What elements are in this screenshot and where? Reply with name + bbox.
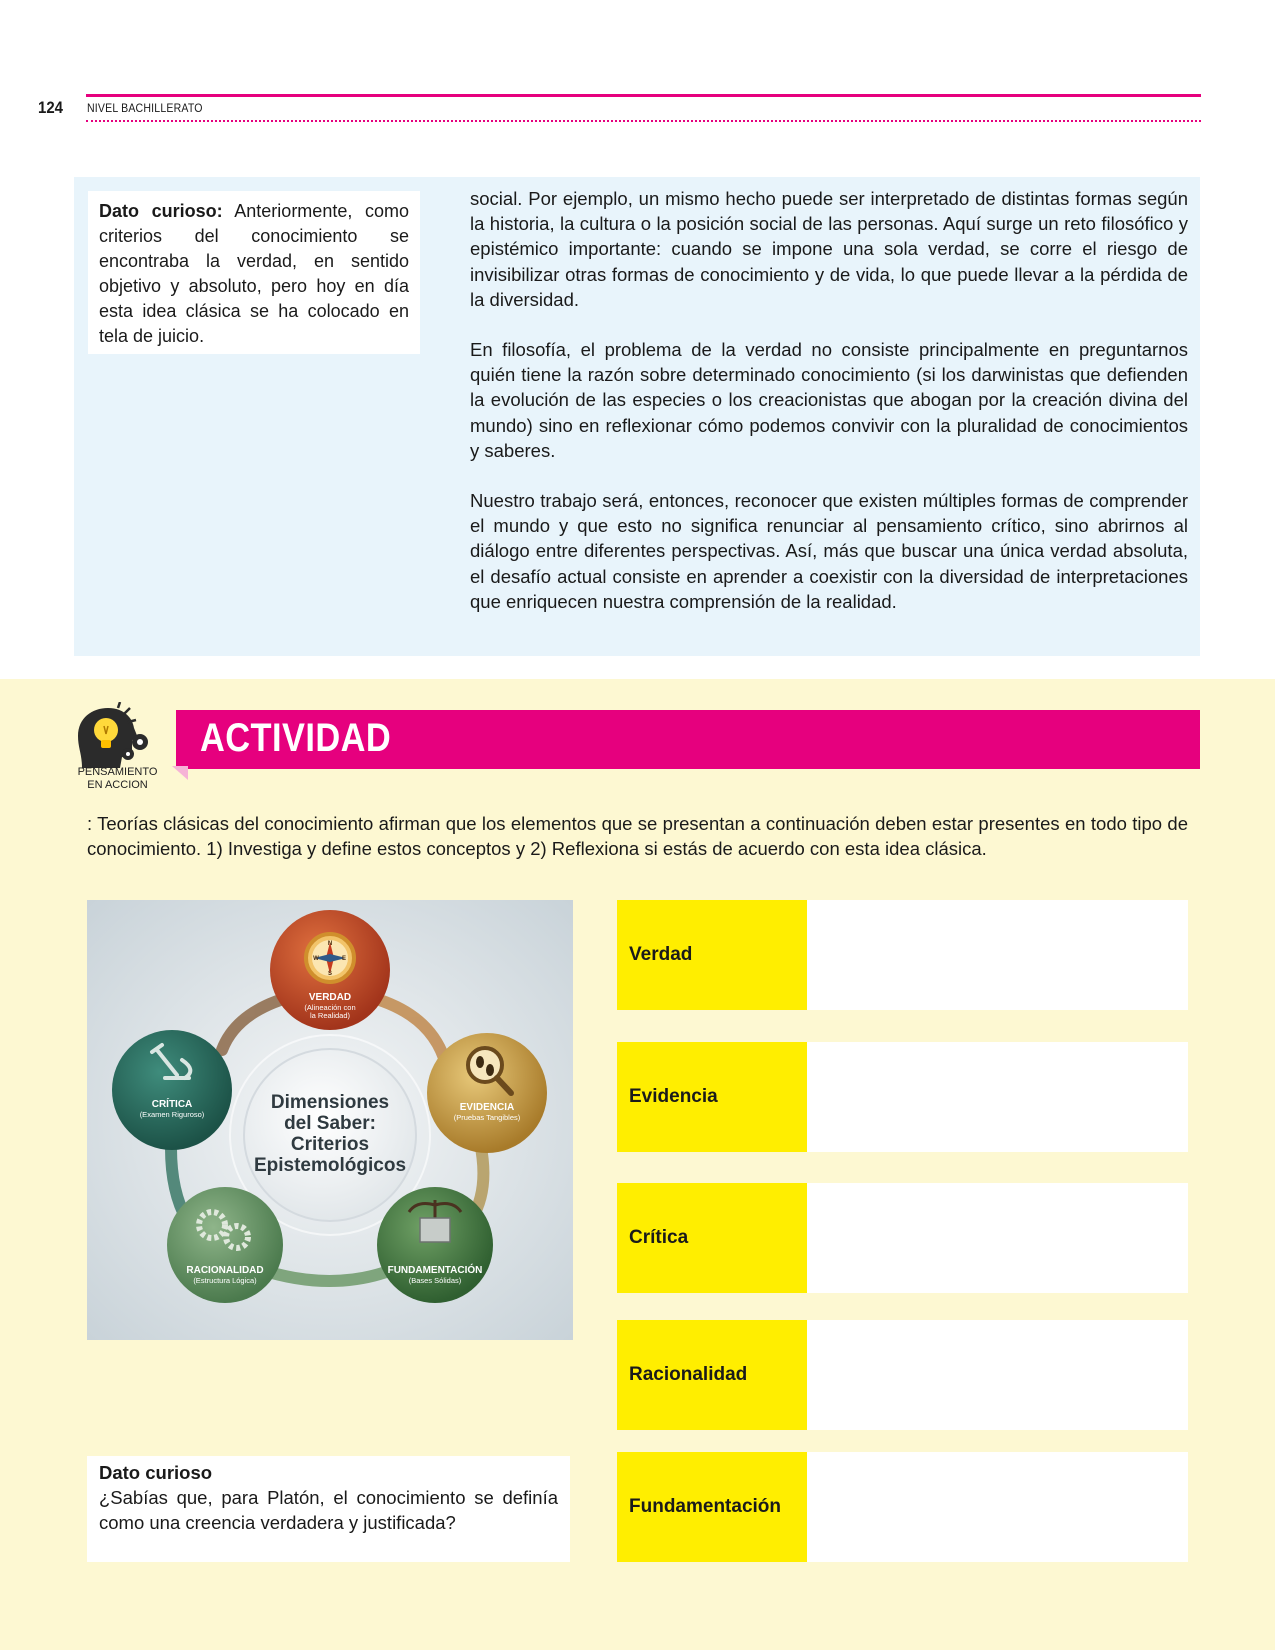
fun-fact-text: ¿Sabías que, para Platón, el conocimiento se definía como una creencia verdadera y justificada? xyxy=(99,1487,558,1533)
concept-answer-field[interactable] xyxy=(807,1320,1188,1430)
fun-fact-title: Dato curioso xyxy=(99,1462,213,1483)
main-text xyxy=(470,186,1188,639)
racionalidad-node xyxy=(167,1187,283,1303)
svg-text:Criterios: Criterios xyxy=(290,1134,370,1155)
fun-fact-text: Anteriormente, como criterios del conocimiento se encontraba la verdad, en sentido objetivo y absoluto, pero hoy en día esta idea clásica se ha colocado en tela de juicio. xyxy=(99,201,409,346)
concept-label: Racionalidad xyxy=(617,1320,807,1430)
critica-node xyxy=(112,1030,232,1150)
concept-row-verdad xyxy=(617,900,1188,1010)
fun-fact-box xyxy=(88,191,420,354)
fun-fact-title: Dato curioso: xyxy=(99,201,223,221)
svg-text:(Bases Sólidas): (Bases Sólidas) xyxy=(408,1276,462,1285)
svg-text:N: N xyxy=(327,941,333,947)
header-rule xyxy=(86,94,1201,97)
concept-row-fundamentacion xyxy=(617,1452,1188,1562)
page-number: 124 xyxy=(38,98,63,117)
svg-text:(Estructura Lógica): (Estructura Lógica) xyxy=(193,1276,257,1285)
paragraph: social. Por ejemplo, un mismo hecho puede ser interpretado de distintas formas según la historia, la cultura o la posición social de las personas. Aquí surge un reto filosófico y epistémico importante: cuando se impone una sola verdad, se corre el riesgo de invisibilizar otras formas de conocimiento y de vida, lo que puede llevar a la pérdida de la diversidad. xyxy=(470,188,1188,310)
diagram-center-title: Dimensiones xyxy=(270,1092,390,1113)
svg-text:RACIONALIDAD: RACIONALIDAD xyxy=(186,1265,264,1276)
svg-text:la Realidad): la Realidad) xyxy=(309,1011,351,1020)
svg-text:S: S xyxy=(327,971,333,977)
paragraph: En filosofía, el problema de la verdad no consiste principalmente en preguntarnos quién tiene la razón sobre determinado conocimiento (si los darwinistas que defienden la evolución de las especies o los creacionistas que abogan por la creación divina del mundo) sino en reflexionar cómo podemos convivir con la pluralidad de conocimientos y saberes. xyxy=(470,339,1188,461)
svg-text:E: E xyxy=(341,956,347,962)
svg-text:VERDAD: VERDAD xyxy=(308,992,352,1003)
epistemic-criteria-diagram xyxy=(87,900,573,1340)
concept-label: Verdad xyxy=(617,900,807,1010)
activity-instructions: : Teorías clásicas del conocimiento afirman que los elementos que se presentan a continuación deben estar presentes en todo tipo de conocimiento. 1) Investiga y define estos conceptos y 2) Reflexiona si estás de acuerdo con esta idea clásica. xyxy=(87,813,1188,860)
level-label: NIVEL BACHILLERATO xyxy=(87,101,203,115)
activity-icon-label: PENSAMIENTO EN ACCION xyxy=(77,766,158,791)
concept-row-racionalidad xyxy=(617,1320,1188,1430)
paragraph: Nuestro trabajo será, entonces, reconocer que existen múltiples formas de comprender el mundo y que esto no significa renunciar al pensamiento crítico, sino abrirnos al diálogo entre diferentes perspectivas. Así, más que buscar una única verdad absoluta, el desafío actual consiste en aprender a coexistir con la diversidad de interpretaciones que enriquecen nuestra comprensión de la realidad. xyxy=(470,490,1188,612)
concept-label: Fundamentación xyxy=(617,1452,807,1562)
concept-answer-field[interactable] xyxy=(807,1183,1188,1293)
verdad-node xyxy=(270,910,390,1030)
svg-text:FUNDAMENTACIÓN: FUNDAMENTACIÓN xyxy=(387,1265,483,1276)
thinking-head-icon xyxy=(74,702,158,774)
svg-text:(Pruebas Tangibles): (Pruebas Tangibles) xyxy=(453,1113,521,1122)
svg-text:(Alineación con: (Alineación con xyxy=(304,1003,356,1012)
fun-fact-box-2 xyxy=(87,1456,570,1562)
concept-row-evidencia xyxy=(617,1042,1188,1152)
svg-text:CRÍTICA: CRÍTICA xyxy=(151,1099,193,1110)
activity-title: ACTIVIDAD xyxy=(200,716,392,760)
evidencia-node xyxy=(427,1033,547,1153)
concept-answer-field[interactable] xyxy=(807,1042,1188,1152)
svg-text:(Examen Riguroso): (Examen Riguroso) xyxy=(139,1110,205,1119)
concept-row-critica xyxy=(617,1183,1188,1293)
concept-label: Evidencia xyxy=(617,1042,807,1152)
svg-text:del Saber:: del Saber: xyxy=(284,1113,376,1134)
svg-text:W: W xyxy=(313,956,319,962)
svg-text:Epistemológicos: Epistemológicos xyxy=(253,1155,407,1176)
concept-answer-field[interactable] xyxy=(807,1452,1188,1562)
concept-label: Crítica xyxy=(617,1183,807,1293)
fundamentacion-node xyxy=(377,1187,493,1303)
svg-text:EVIDENCIA: EVIDENCIA xyxy=(459,1102,515,1113)
concept-answer-field[interactable] xyxy=(807,900,1188,1010)
header-dotted-rule xyxy=(86,120,1201,122)
